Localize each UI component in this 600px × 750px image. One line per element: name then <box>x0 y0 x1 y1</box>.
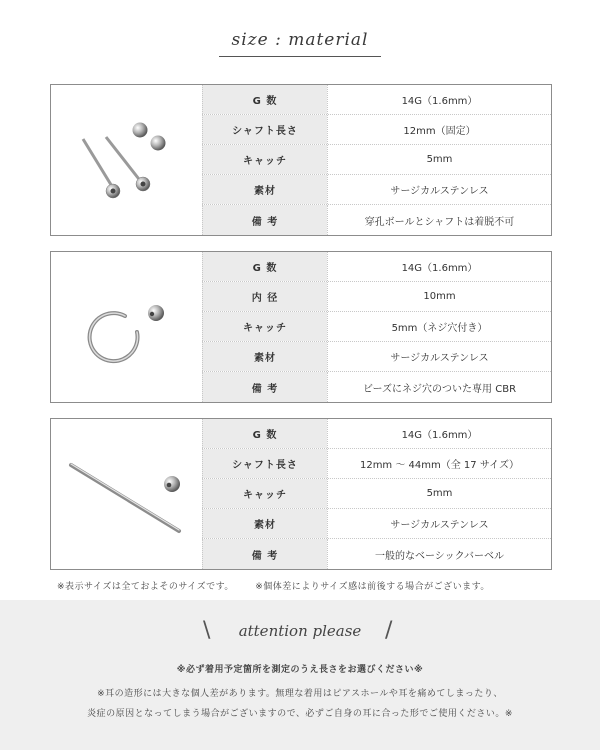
spec-value: 10mm <box>327 282 551 311</box>
spec-value: 一般的なベーシックバーベル <box>327 539 551 569</box>
slash-right-icon: / <box>385 618 393 643</box>
spec-row <box>202 115 551 145</box>
attention-line-3: 炎症の原因となってしまう場合がございますので、必ずご自身の耳に合った形でご使用ください。※ <box>87 709 513 719</box>
spec-label: G 数 <box>202 85 327 114</box>
spec-label: 素材 <box>202 175 327 204</box>
size-notes <box>57 579 557 592</box>
spec-label: キャッチ <box>202 479 327 508</box>
spec-row <box>202 312 551 342</box>
spec-rows <box>202 85 551 235</box>
spec-table-stud <box>50 84 552 236</box>
spec-value: サージカルステンレス <box>327 175 551 204</box>
spec-value: サージカルステンレス <box>327 342 551 371</box>
spec-row <box>202 449 551 479</box>
title-underline <box>219 56 381 57</box>
spec-row <box>202 372 551 402</box>
spec-row <box>202 419 551 449</box>
spec-table-barbell <box>50 418 552 570</box>
spec-value: 5mm <box>327 479 551 508</box>
spec-label: G 数 <box>202 252 327 281</box>
spec-value: サージカルステンレス <box>327 509 551 538</box>
spec-rows <box>202 419 551 569</box>
spec-value: 12mm ～ 44mm（全 17 サイズ） <box>327 449 551 478</box>
attention-section <box>0 600 600 750</box>
spec-row <box>202 282 551 312</box>
spec-label: シャフト長さ <box>202 449 327 478</box>
attention-line-1: ※必ず着用予定箇所を測定のうえ長さをお選びください※ <box>176 665 424 675</box>
barbell-image <box>51 419 202 569</box>
spec-label: シャフト長さ <box>202 115 327 144</box>
spec-value: 14G（1.6mm） <box>327 252 551 281</box>
spec-row <box>202 175 551 205</box>
spec-value: 14G（1.6mm） <box>327 85 551 114</box>
spec-value: 14G（1.6mm） <box>327 419 551 448</box>
spec-table-cbr <box>50 251 552 403</box>
stud-earring-image <box>51 85 202 235</box>
spec-row <box>202 342 551 372</box>
spec-row <box>202 145 551 175</box>
spec-label: 内 径 <box>202 282 327 311</box>
spec-row <box>202 509 551 539</box>
cbr-ring-image <box>51 252 202 402</box>
spec-value: 12mm（固定） <box>327 115 551 144</box>
spec-row <box>202 539 551 569</box>
note-approx-size: ※表示サイズは全ておよそのサイズです。 <box>57 582 234 592</box>
spec-row <box>202 252 551 282</box>
spec-label: キャッチ <box>202 312 327 341</box>
spec-label: 素材 <box>202 342 327 371</box>
spec-rows <box>202 252 551 402</box>
spec-label: 素材 <box>202 509 327 538</box>
section-title: size : material <box>231 30 369 50</box>
attention-line-2: ※耳の造形には大きな個人差があります。無理な着用はピアスホールや耳を痛めてしまったり、 <box>97 689 503 699</box>
spec-row <box>202 205 551 235</box>
spec-label: 備 考 <box>202 372 327 402</box>
spec-row <box>202 85 551 115</box>
spec-value: ビーズにネジ穴のついた専用 CBR <box>327 372 551 402</box>
spec-value: 5mm <box>327 145 551 174</box>
note-individual-difference: ※個体差によりサイズ感は前後する場合がございます。 <box>255 582 490 592</box>
spec-label: 備 考 <box>202 205 327 235</box>
spec-label: 備 考 <box>202 539 327 569</box>
spec-value: 5mm（ネジ穴付き） <box>327 312 551 341</box>
attention-title: attention please <box>238 622 362 640</box>
spec-row <box>202 479 551 509</box>
spec-value: 穿孔ボールとシャフトは着脱不可 <box>327 205 551 235</box>
spec-label: G 数 <box>202 419 327 448</box>
spec-label: キャッチ <box>202 145 327 174</box>
slash-left-icon: \ <box>203 618 211 643</box>
